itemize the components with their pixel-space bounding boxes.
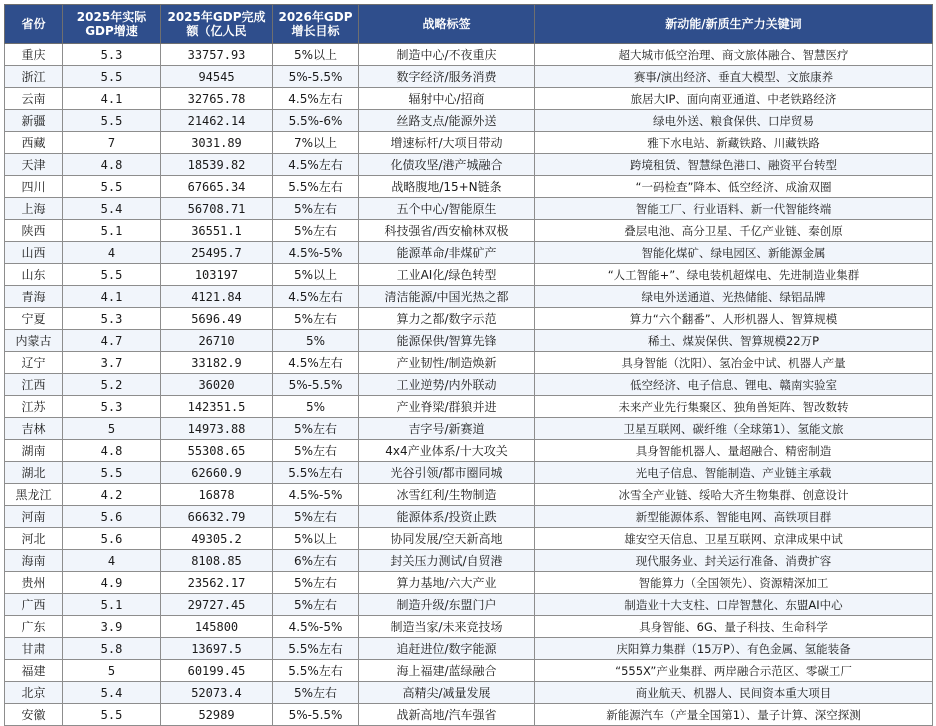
strategy-tag-cell: 制造中心/不夜重庆 [359, 44, 535, 66]
table-row [5, 352, 933, 374]
gdp-target-cell: 5%左右 [273, 572, 359, 594]
keywords-cell: 绿电外送、粮食保供、口岸贸易 [535, 110, 933, 132]
strategy-tag-cell: 吉字号/新赛道 [359, 418, 535, 440]
strategy-tag-cell: 能源体系/投资止跌 [359, 506, 535, 528]
header-gdp-growth-2025: 2025年实际GDP增速 [63, 5, 161, 44]
gdp-target-cell: 5%左右 [273, 682, 359, 704]
gdp-target-cell: 5.5%-6% [273, 110, 359, 132]
gdp-total-cell: 49305.2 [161, 528, 273, 550]
strategy-tag-cell: 制造当家/未来竞技场 [359, 616, 535, 638]
gdp-target-cell: 4.5%-5% [273, 484, 359, 506]
keywords-cell: 雅下水电站、新藏铁路、川藏铁路 [535, 132, 933, 154]
keywords-cell: 稀土、煤炭保供、智算规模22万P [535, 330, 933, 352]
province-cell: 云南 [5, 88, 63, 110]
keywords-cell: 新能源汽车（产量全国第1）、量子计算、深空探测 [535, 704, 933, 726]
table-row [5, 132, 933, 154]
gdp-target-cell: 5.5%左右 [273, 176, 359, 198]
table-row [5, 506, 933, 528]
province-cell: 天津 [5, 154, 63, 176]
keywords-cell: 光电子信息、智能制造、产业链主承载 [535, 462, 933, 484]
gdp-growth-cell: 5.1 [63, 594, 161, 616]
strategy-tag-cell: 工业逆势/内外联动 [359, 374, 535, 396]
province-cell: 贵州 [5, 572, 63, 594]
strategy-tag-cell: 战新高地/汽车强省 [359, 704, 535, 726]
table-row [5, 66, 933, 88]
table-row [5, 308, 933, 330]
province-cell: 广西 [5, 594, 63, 616]
gdp-target-cell: 5%左右 [273, 220, 359, 242]
gdp-target-cell: 5% [273, 396, 359, 418]
gdp-target-cell: 5%左右 [273, 594, 359, 616]
gdp-target-cell: 5%左右 [273, 440, 359, 462]
strategy-tag-cell: 算力基地/六大产业 [359, 572, 535, 594]
gdp-growth-cell: 5.2 [63, 374, 161, 396]
keywords-cell: 雄安空天信息、卫星互联网、京津成果中试 [535, 528, 933, 550]
gdp-target-cell: 5%左右 [273, 506, 359, 528]
strategy-tag-cell: 4x4产业体系/十大攻关 [359, 440, 535, 462]
gdp-target-cell: 4.5%左右 [273, 88, 359, 110]
gdp-target-cell: 4.5%左右 [273, 286, 359, 308]
strategy-tag-cell: 封关压力测试/自贸港 [359, 550, 535, 572]
gdp-target-cell: 4.5%左右 [273, 154, 359, 176]
strategy-tag-cell: 高精尖/减量发展 [359, 682, 535, 704]
table-row [5, 682, 933, 704]
table-row [5, 330, 933, 352]
gdp-growth-cell: 5.5 [63, 704, 161, 726]
gdp-growth-cell: 5.8 [63, 638, 161, 660]
province-cell: 辽宁 [5, 352, 63, 374]
table-row [5, 198, 933, 220]
keywords-cell: 制造业十大支柱、口岸智慧化、东盟AI中心 [535, 594, 933, 616]
province-cell: 江西 [5, 374, 63, 396]
gdp-total-cell: 94545 [161, 66, 273, 88]
table-row [5, 286, 933, 308]
gdp-target-cell: 6%左右 [273, 550, 359, 572]
keywords-cell: 卫星互联网、碳纤维（全球第1）、氢能文旅 [535, 418, 933, 440]
strategy-tag-cell: 战略腹地/15+N链条 [359, 176, 535, 198]
gdp-growth-cell: 4.9 [63, 572, 161, 594]
gdp-growth-cell: 5 [63, 660, 161, 682]
province-cell: 重庆 [5, 44, 63, 66]
province-cell: 内蒙古 [5, 330, 63, 352]
gdp-target-cell: 5% [273, 330, 359, 352]
province-cell: 湖南 [5, 440, 63, 462]
strategy-tag-cell: 五个中心/智能原生 [359, 198, 535, 220]
keywords-cell: 具身智能机器人、量超融合、精密制造 [535, 440, 933, 462]
province-cell: 北京 [5, 682, 63, 704]
gdp-growth-cell: 5.4 [63, 198, 161, 220]
province-cell: 上海 [5, 198, 63, 220]
gdp-total-cell: 33182.9 [161, 352, 273, 374]
table-row [5, 176, 933, 198]
keywords-cell: “一码检查”降本、低空经济、成渝双圈 [535, 176, 933, 198]
gdp-target-cell: 5%左右 [273, 198, 359, 220]
gdp-growth-cell: 5.5 [63, 264, 161, 286]
gdp-target-cell: 5.5%左右 [273, 462, 359, 484]
gdp-growth-cell: 5 [63, 418, 161, 440]
table-row [5, 660, 933, 682]
gdp-growth-cell: 5.1 [63, 220, 161, 242]
gdp-target-cell: 5%以上 [273, 44, 359, 66]
table-row [5, 462, 933, 484]
keywords-cell: 智能工厂、行业语料、新一代智能终端 [535, 198, 933, 220]
gdp-target-cell: 5.5%左右 [273, 660, 359, 682]
province-cell: 安徽 [5, 704, 63, 726]
keywords-cell: 智能算力（全国领先）、资源精深加工 [535, 572, 933, 594]
gdp-growth-cell: 3.7 [63, 352, 161, 374]
keywords-cell: 赛事/演出经济、垂直大模型、文旅康养 [535, 66, 933, 88]
gdp-growth-cell: 7 [63, 132, 161, 154]
gdp-total-cell: 21462.14 [161, 110, 273, 132]
gdp-total-cell: 16878 [161, 484, 273, 506]
province-cell: 海南 [5, 550, 63, 572]
gdp-total-cell: 33757.93 [161, 44, 273, 66]
table-row [5, 704, 933, 726]
gdp-total-cell: 55308.65 [161, 440, 273, 462]
keywords-cell: 旅居大IP、面向南亚通道、中老铁路经济 [535, 88, 933, 110]
province-cell: 山西 [5, 242, 63, 264]
table-row [5, 264, 933, 286]
strategy-tag-cell: 数字经济/服务消费 [359, 66, 535, 88]
keywords-cell: 商业航天、机器人、民间资本重大项目 [535, 682, 933, 704]
gdp-growth-cell: 4.1 [63, 286, 161, 308]
gdp-total-cell: 62660.9 [161, 462, 273, 484]
gdp-total-cell: 29727.45 [161, 594, 273, 616]
gdp-total-cell: 52073.4 [161, 682, 273, 704]
gdp-total-cell: 142351.5 [161, 396, 273, 418]
keywords-cell: 具身智能、6G、量子科技、生命科学 [535, 616, 933, 638]
keywords-cell: 智能化煤矿、绿电园区、新能源金属 [535, 242, 933, 264]
province-cell: 青海 [5, 286, 63, 308]
gdp-total-cell: 5696.49 [161, 308, 273, 330]
province-cell: 黑龙江 [5, 484, 63, 506]
strategy-tag-cell: 制造升级/东盟门户 [359, 594, 535, 616]
strategy-tag-cell: 产业脊梁/群狼并进 [359, 396, 535, 418]
table-row [5, 594, 933, 616]
gdp-growth-cell: 5.5 [63, 462, 161, 484]
keywords-cell: 新型能源体系、智能电网、高铁项目群 [535, 506, 933, 528]
gdp-growth-cell: 5.4 [63, 682, 161, 704]
header-keywords: 新动能/新质生产力关键词 [535, 5, 933, 44]
gdp-total-cell: 25495.7 [161, 242, 273, 264]
keywords-cell: 超大城市低空治理、商文旅体融合、智慧医疗 [535, 44, 933, 66]
gdp-total-cell: 32765.78 [161, 88, 273, 110]
province-cell: 四川 [5, 176, 63, 198]
gdp-growth-cell: 5.3 [63, 396, 161, 418]
province-cell: 西藏 [5, 132, 63, 154]
header-row [5, 5, 933, 44]
table-row [5, 638, 933, 660]
gdp-total-cell: 36551.1 [161, 220, 273, 242]
table-row [5, 528, 933, 550]
table-row [5, 220, 933, 242]
gdp-target-cell: 5%-5.5% [273, 704, 359, 726]
gdp-growth-cell: 4.7 [63, 330, 161, 352]
gdp-growth-cell: 5.3 [63, 308, 161, 330]
table-row [5, 418, 933, 440]
gdp-total-cell: 23562.17 [161, 572, 273, 594]
keywords-cell: “555X”产业集群、两岸融合示范区、零碳工厂 [535, 660, 933, 682]
gdp-total-cell: 67665.34 [161, 176, 273, 198]
gdp-total-cell: 60199.45 [161, 660, 273, 682]
strategy-tag-cell: 清洁能源/中国光热之都 [359, 286, 535, 308]
gdp-target-cell: 4.5%-5% [273, 242, 359, 264]
strategy-tag-cell: 追赶进位/数字能源 [359, 638, 535, 660]
gdp-total-cell: 56708.71 [161, 198, 273, 220]
table-row [5, 484, 933, 506]
gdp-growth-cell: 4 [63, 550, 161, 572]
strategy-tag-cell: 海上福建/蓝绿融合 [359, 660, 535, 682]
gdp-total-cell: 52989 [161, 704, 273, 726]
gdp-target-cell: 5%以上 [273, 264, 359, 286]
province-gdp-table [4, 4, 933, 726]
strategy-tag-cell: 协同发展/空天新高地 [359, 528, 535, 550]
province-cell: 河南 [5, 506, 63, 528]
header-province: 省份 [5, 5, 63, 44]
gdp-target-cell: 4.5%左右 [273, 352, 359, 374]
strategy-tag-cell: 冰雪红利/生物制造 [359, 484, 535, 506]
strategy-tag-cell: 化债攻坚/港产城融合 [359, 154, 535, 176]
gdp-target-cell: 4.5%-5% [273, 616, 359, 638]
table-row [5, 44, 933, 66]
gdp-total-cell: 66632.79 [161, 506, 273, 528]
gdp-total-cell: 26710 [161, 330, 273, 352]
table-row [5, 374, 933, 396]
province-cell: 福建 [5, 660, 63, 682]
keywords-cell: “人工智能+”、绿电装机超煤电、先进制造业集群 [535, 264, 933, 286]
gdp-growth-cell: 5.3 [63, 44, 161, 66]
strategy-tag-cell: 丝路支点/能源外送 [359, 110, 535, 132]
strategy-tag-cell: 算力之都/数字示范 [359, 308, 535, 330]
gdp-growth-cell: 4.2 [63, 484, 161, 506]
province-cell: 广东 [5, 616, 63, 638]
gdp-growth-cell: 4.8 [63, 154, 161, 176]
header-gdp-target-2026: 2026年GDP增长目标 [273, 5, 359, 44]
gdp-target-cell: 5%左右 [273, 308, 359, 330]
table-row [5, 110, 933, 132]
gdp-total-cell: 14973.88 [161, 418, 273, 440]
gdp-growth-cell: 5.6 [63, 528, 161, 550]
gdp-total-cell: 4121.84 [161, 286, 273, 308]
gdp-target-cell: 5.5%左右 [273, 638, 359, 660]
gdp-growth-cell: 5.5 [63, 66, 161, 88]
gdp-growth-cell: 4.1 [63, 88, 161, 110]
gdp-growth-cell: 4.8 [63, 440, 161, 462]
header-strategy-tag: 战略标签 [359, 5, 535, 44]
table-row [5, 440, 933, 462]
table-row [5, 242, 933, 264]
gdp-target-cell: 5%左右 [273, 418, 359, 440]
strategy-tag-cell: 能源革命/非煤矿产 [359, 242, 535, 264]
gdp-total-cell: 36020 [161, 374, 273, 396]
keywords-cell: 叠层电池、高分卫星、千亿产业链、秦创原 [535, 220, 933, 242]
strategy-tag-cell: 能源保供/智算先锋 [359, 330, 535, 352]
gdp-growth-cell: 3.9 [63, 616, 161, 638]
table-row [5, 396, 933, 418]
gdp-total-cell: 8108.85 [161, 550, 273, 572]
gdp-target-cell: 7%以上 [273, 132, 359, 154]
province-cell: 甘肃 [5, 638, 63, 660]
keywords-cell: 冰雪全产业链、绥哈大齐生物集群、创意设计 [535, 484, 933, 506]
keywords-cell: 算力“六个翻番”、人形机器人、智算规模 [535, 308, 933, 330]
gdp-total-cell: 18539.82 [161, 154, 273, 176]
strategy-tag-cell: 辐射中心/招商 [359, 88, 535, 110]
strategy-tag-cell: 科技强省/西安榆林双极 [359, 220, 535, 242]
province-cell: 陕西 [5, 220, 63, 242]
keywords-cell: 未来产业先行集聚区、独角兽矩阵、智改数转 [535, 396, 933, 418]
keywords-cell: 低空经济、电子信息、锂电、赣南实验室 [535, 374, 933, 396]
province-cell: 吉林 [5, 418, 63, 440]
gdp-growth-cell: 5.5 [63, 110, 161, 132]
keywords-cell: 绿电外送通道、光热储能、绿铝品牌 [535, 286, 933, 308]
gdp-growth-cell: 5.6 [63, 506, 161, 528]
province-cell: 江苏 [5, 396, 63, 418]
gdp-target-cell: 5%-5.5% [273, 374, 359, 396]
table-row [5, 154, 933, 176]
gdp-total-cell: 13697.5 [161, 638, 273, 660]
strategy-tag-cell: 工业AI化/绿色转型 [359, 264, 535, 286]
table-row [5, 616, 933, 638]
keywords-cell: 具身智能（沈阳）、氢冶金中试、机器人产量 [535, 352, 933, 374]
province-cell: 浙江 [5, 66, 63, 88]
province-cell: 湖北 [5, 462, 63, 484]
gdp-growth-cell: 4 [63, 242, 161, 264]
province-cell: 宁夏 [5, 308, 63, 330]
gdp-total-cell: 3031.89 [161, 132, 273, 154]
table-row [5, 550, 933, 572]
keywords-cell: 现代服务业、封关运行准备、消费扩容 [535, 550, 933, 572]
table-row [5, 88, 933, 110]
gdp-total-cell: 103197 [161, 264, 273, 286]
gdp-growth-cell: 5.5 [63, 176, 161, 198]
province-cell: 新疆 [5, 110, 63, 132]
strategy-tag-cell: 产业韧性/制造焕新 [359, 352, 535, 374]
province-cell: 河北 [5, 528, 63, 550]
gdp-total-cell: 145800 [161, 616, 273, 638]
gdp-target-cell: 5%-5.5% [273, 66, 359, 88]
keywords-cell: 跨境租赁、智慧绿色港口、融资平台转型 [535, 154, 933, 176]
strategy-tag-cell: 光谷引领/都市圈同城 [359, 462, 535, 484]
keywords-cell: 庆阳算力集群（15万P）、有色金属、氢能装备 [535, 638, 933, 660]
table-row [5, 572, 933, 594]
header-gdp-total-2025: 2025年GDP完成额（亿人民 [161, 5, 273, 44]
province-cell: 山东 [5, 264, 63, 286]
strategy-tag-cell: 增速标杆/大项目带动 [359, 132, 535, 154]
gdp-target-cell: 5%以上 [273, 528, 359, 550]
